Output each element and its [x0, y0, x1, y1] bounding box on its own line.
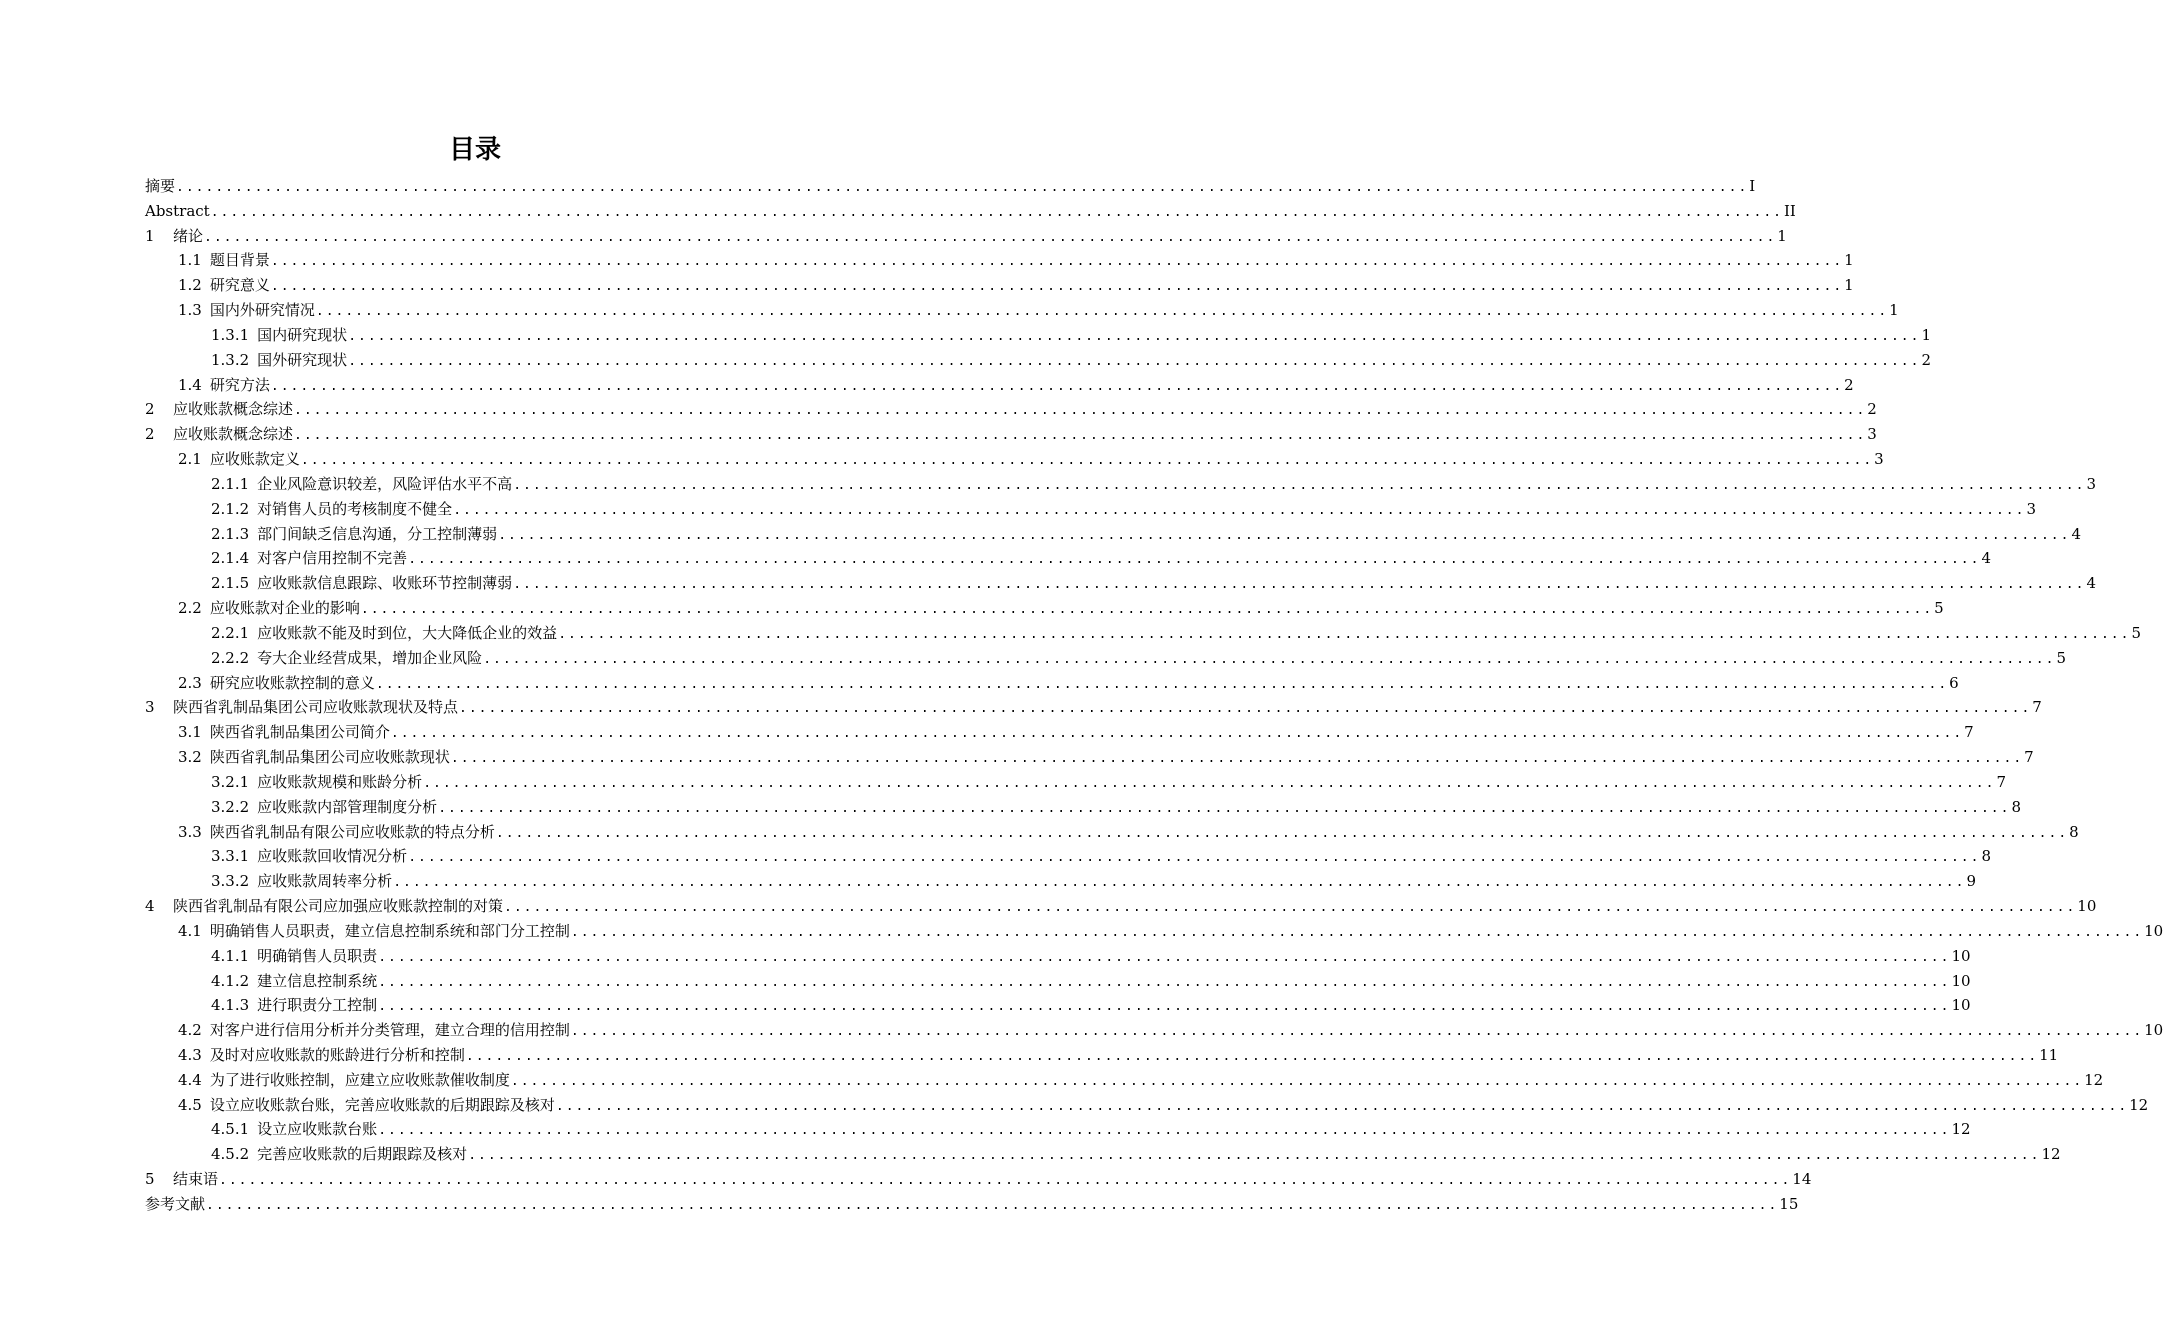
toc-entry-title: 陕西省乳制品集团公司简介 [209, 723, 390, 742]
toc-entry-number: 2.1.1 [211, 474, 250, 493]
toc-entry[interactable] [145, 671, 1959, 696]
toc-entry-title: 设立应收账款台账 [257, 1120, 378, 1139]
toc-entry-title: 应收账款内部管理制度分析 [257, 797, 438, 816]
toc-entry-title: 陕西省乳制品有限公司应加强应收账款控制的对策 [173, 897, 504, 916]
toc-entry-page-number: 7 [2024, 748, 2034, 767]
toc-entry-title: 陕西省乳制品集团公司应收账款现状 [209, 748, 450, 767]
toc-entry-title: 设立应收账款台账，完善应收账款的后期跟踪及核对 [209, 1095, 555, 1114]
toc-entry[interactable] [145, 646, 2066, 671]
toc-entry[interactable] [145, 571, 2096, 596]
toc-entry-number: 4.3 [178, 1045, 202, 1064]
toc-entry[interactable] [145, 695, 2042, 720]
toc-entry-title: 摘要 [145, 177, 176, 195]
toc-entry-title: 对客户进行信用分析并分类管理，建立合理的信用控制 [209, 1021, 570, 1040]
toc-entry-title: 陕西省乳制品有限公司应收账款的特点分析 [209, 822, 495, 841]
toc-entry-number: 3.3 [178, 822, 202, 841]
toc-entry-title: 夸大企业经营成果，增加企业风险 [257, 648, 483, 667]
toc-dot-leader: ................................................................................................................................................................ [570, 1024, 2144, 1040]
toc-entry-page-number: 2 [1867, 400, 1877, 419]
toc-dot-leader: ................................................................................................................................................................ [465, 1048, 2039, 1064]
toc-entry-number: 2.2 [178, 599, 202, 618]
toc-entry[interactable] [145, 248, 1854, 273]
toc-dot-leader: ................................................................................................................................................................ [270, 279, 1844, 295]
toc-dot-leader: ................................................................................................................................................................ [510, 1073, 2084, 1089]
toc-dot-leader: ................................................................................................................................................................ [294, 403, 1867, 419]
toc-dot-leader: ................................................................................................................................................................ [390, 726, 1964, 742]
toc-entry-number: 2.3 [178, 673, 202, 692]
toc-entry-number: 1.3 [178, 301, 202, 320]
toc-entry-page-number: 3 [2086, 474, 2096, 493]
toc-entry-page-number: 3 [1874, 450, 1884, 469]
toc-entry-number: 4.2 [178, 1021, 202, 1040]
toc-entry-number: 4.5 [178, 1095, 202, 1114]
toc-entry-title: 进行职责分工控制 [257, 996, 378, 1015]
toc-entry[interactable] [145, 1093, 2149, 1118]
toc-entry-page-number: 5 [2056, 648, 2066, 667]
toc-entry-title: 应收账款概念综述 [173, 425, 294, 444]
toc-entry[interactable] [145, 447, 1884, 472]
toc-entry-page-number: 12 [1951, 1120, 1971, 1139]
toc-entry-title: 结束语 [173, 1170, 219, 1189]
toc-entry[interactable] [145, 969, 1971, 994]
toc-entry-title: 国内研究现状 [257, 325, 348, 344]
toc-entry-number: 2.2.1 [211, 623, 250, 642]
toc-entry-page-number: 3 [2026, 499, 2036, 518]
toc-entry[interactable] [145, 522, 2081, 547]
toc-dot-leader: ................................................................................................................................................................ [408, 552, 1981, 568]
toc-entry-page-number: 14 [1792, 1170, 1812, 1189]
toc-entry[interactable] [145, 348, 1931, 373]
toc-entry-title: 完善应收账款的后期跟踪及核对 [257, 1145, 468, 1164]
toc-entry-page-number: 3 [1867, 425, 1877, 444]
toc-entry-title: 国外研究现状 [257, 350, 348, 369]
toc-entry[interactable] [145, 224, 1787, 249]
toc-entry[interactable] [145, 199, 1796, 224]
toc-entry-page-number: II [1783, 201, 1796, 220]
toc-dot-leader: ................................................................................................................................................................ [408, 850, 1981, 866]
toc-entry-title: 研究方法 [209, 375, 270, 394]
toc-entry-title: 题目背景 [209, 251, 270, 270]
toc-entry-title: 为了进行收账控制，应建立应收账款催收制度 [209, 1070, 510, 1089]
toc-dot-leader: ................................................................................................................................................................ [360, 602, 1934, 618]
toc-entry[interactable] [145, 820, 2079, 845]
toc-entry[interactable] [145, 1068, 2104, 1093]
toc-dot-leader: ................................................................................................................................................................ [423, 775, 1996, 791]
toc-entry[interactable] [145, 1167, 1812, 1192]
toc-dot-leader: ................................................................................................................................................................ [378, 1123, 1951, 1139]
toc-entry-number: 1.3.2 [211, 350, 250, 369]
toc-entry-number: 2.1.4 [211, 549, 250, 568]
toc-entry-title: 国内外研究情况 [209, 301, 315, 320]
toc-entry-number: 3.2.1 [211, 772, 250, 791]
toc-dot-leader: ................................................................................................................................................................ [378, 999, 1951, 1015]
toc-dot-leader: ................................................................................................................................................................ [348, 353, 1921, 369]
toc-entry-page-number: 6 [1949, 673, 1959, 692]
toc-dot-leader: ................................................................................................................................................................ [558, 626, 2131, 642]
toc-entry-page-number: 7 [1996, 772, 2006, 791]
toc-entry-page-number: 8 [1981, 847, 1991, 866]
toc-entry-title: 及时对应收账款的账龄进行分析和控制 [209, 1045, 465, 1064]
toc-entry-page-number: 4 [1981, 549, 1991, 568]
toc-entry-title: 明确销售人员职责，建立信息控制系统和部门分工控制 [209, 921, 570, 940]
toc-entry-number: 4.1.2 [211, 971, 250, 990]
toc-entry-page-number: I [1749, 177, 1756, 195]
toc-entry-number: 2.1.2 [211, 499, 250, 518]
toc-entry[interactable] [145, 844, 1991, 869]
toc-entry-page-number: 12 [2041, 1145, 2061, 1164]
toc-entry-number: 2.1.3 [211, 524, 250, 543]
toc-entry-title: 应收账款信息跟踪、收账环节控制薄弱 [257, 574, 513, 593]
toc-dot-leader: ................................................................................................................................................................ [513, 577, 2086, 593]
toc-entry[interactable] [145, 869, 1976, 894]
toc-entry-page-number: 9 [1966, 872, 1976, 891]
toc-entry-page-number: 10 [1951, 971, 1971, 990]
toc-entry-title: 明确销售人员职责 [257, 946, 378, 965]
toc-dot-leader: ................................................................................................................................................................ [204, 229, 1777, 245]
toc-entry-number: 4.1.3 [211, 996, 250, 1015]
toc-entry-title: 应收账款回收情况分析 [257, 847, 408, 866]
toc-entry-number: 2 [145, 400, 155, 419]
toc-entry-title: 对客户信用控制不完善 [257, 549, 408, 568]
toc-entry[interactable] [145, 919, 2163, 944]
toc-dot-leader: ................................................................................................................................................................ [270, 254, 1844, 270]
toc-entry[interactable] [145, 174, 1756, 199]
toc-entry-number: 2.1 [178, 450, 202, 469]
toc-entry-number: 1.2 [178, 276, 202, 295]
toc-entry-page-number: 5 [1934, 599, 1944, 618]
toc-dot-leader: ................................................................................................................................................................ [270, 378, 1844, 394]
toc-dot-leader: ................................................................................................................................................................ [513, 477, 2086, 493]
toc-entry[interactable] [145, 1192, 1799, 1217]
toc-entry-title: 参考文献 [145, 1194, 206, 1213]
toc-entry[interactable] [145, 1117, 1971, 1142]
toc-entry-title: 绪论 [173, 226, 204, 245]
toc-entry-page-number: 12 [2129, 1095, 2149, 1114]
toc-entry-number: 1 [145, 226, 155, 245]
toc-entry-page-number: 10 [1951, 996, 1971, 1015]
toc-entry-number: 3.2 [178, 748, 202, 767]
toc-entry-title: 对销售人员的考核制度不健全 [257, 499, 453, 518]
toc-dot-leader: ................................................................................................................................................................ [438, 800, 2011, 816]
toc-dot-leader: ................................................................................................................................................................ [453, 502, 2026, 518]
toc-entry-page-number: 2 [1844, 375, 1854, 394]
toc-entry-page-number: 2 [1921, 350, 1931, 369]
toc-entry-page-number: 10 [2144, 1021, 2163, 1040]
toc-dot-leader: ................................................................................................................................................................ [176, 180, 1749, 195]
toc-dot-leader: ................................................................................................................................................................ [393, 875, 1966, 891]
toc-dot-leader: ................................................................................................................................................................ [570, 924, 2144, 940]
toc-entry[interactable] [145, 472, 2096, 497]
toc-entry-page-number: 1 [1889, 301, 1899, 320]
toc-entry-number: 3.2.2 [211, 797, 250, 816]
toc-dot-leader: ................................................................................................................................................................ [498, 527, 2071, 543]
toc-entry-number: 1.1 [178, 251, 202, 270]
toc-dot-leader: ................................................................................................................................................................ [495, 825, 2069, 841]
toc-entry-title: 应收账款不能及时到位，大大降低企业的效益 [257, 623, 558, 642]
toc-dot-leader: ................................................................................................................................................................ [459, 701, 2032, 717]
toc-entry[interactable] [145, 944, 1971, 969]
toc-entry-number: 4.4 [178, 1070, 202, 1089]
toc-entry[interactable] [145, 546, 1991, 571]
toc-entry-number: 1.3.1 [211, 325, 250, 344]
toc-entry-number: 3.1 [178, 723, 202, 742]
toc-entry-title: 应收账款定义 [209, 450, 300, 469]
toc-entry[interactable] [145, 621, 2141, 646]
toc-entry[interactable] [145, 993, 1971, 1018]
toc-entry-page-number: 12 [2084, 1070, 2104, 1089]
toc-entry[interactable] [145, 1043, 2059, 1068]
toc-dot-leader: ................................................................................................................................................................ [210, 204, 1783, 220]
toc-entry[interactable] [145, 298, 1899, 323]
toc-entry-title: 建立信息控制系统 [257, 971, 378, 990]
toc-entry[interactable] [145, 497, 2036, 522]
toc-entry-page-number: 15 [1779, 1194, 1799, 1213]
toc-entry-title: Abstract [145, 201, 210, 220]
toc-entry-number: 1.4 [178, 375, 202, 394]
toc-dot-leader: ................................................................................................................................................................ [294, 428, 1867, 444]
toc-entry-page-number: 10 [2144, 921, 2163, 940]
toc-entry-title: 研究意义 [209, 276, 270, 295]
toc-entry-title: 应收账款规模和账龄分析 [257, 772, 423, 791]
toc-entry-page-number: 5 [2131, 623, 2141, 642]
toc-entry-page-number: 4 [2086, 574, 2096, 593]
toc-dot-leader: ................................................................................................................................................................ [300, 453, 1874, 469]
toc-entry-page-number: 11 [2039, 1045, 2059, 1064]
toc-entry-page-number: 10 [1951, 946, 1971, 965]
toc-entry-page-number: 7 [2032, 698, 2042, 717]
toc-entry-number: 4.5.1 [211, 1120, 250, 1139]
toc-entry-page-number: 1 [1844, 276, 1854, 295]
toc-entry-title: 应收账款周转率分析 [257, 872, 393, 891]
toc-dot-leader: ................................................................................................................................................................ [206, 1197, 1779, 1213]
table-of-contents [145, 174, 2163, 1217]
toc-entry-page-number: 4 [2071, 524, 2081, 543]
toc-dot-leader: ................................................................................................................................................................ [375, 676, 1949, 692]
toc-entry-number: 4.5.2 [211, 1145, 250, 1164]
toc-entry-page-number: 10 [2077, 897, 2097, 916]
toc-entry-title: 陕西省乳制品集团公司应收账款现状及特点 [173, 698, 459, 717]
toc-entry-page-number: 7 [1964, 723, 1974, 742]
toc-entry[interactable] [145, 397, 1877, 422]
toc-entry[interactable] [145, 323, 1931, 348]
toc-entry[interactable] [145, 422, 1877, 447]
toc-entry[interactable] [145, 1142, 2061, 1167]
toc-entry-page-number: 8 [2011, 797, 2021, 816]
toc-entry[interactable] [145, 770, 2006, 795]
toc-entry-page-number: 1 [1844, 251, 1854, 270]
toc-entry[interactable] [145, 1018, 2163, 1043]
toc-entry-page-number: 1 [1921, 325, 1931, 344]
toc-entry-number: 2 [145, 425, 155, 444]
toc-dot-leader: ................................................................................................................................................................ [555, 1098, 2129, 1114]
toc-entry[interactable] [145, 720, 1974, 745]
toc-entry-title: 研究应收账款控制的意义 [209, 673, 375, 692]
toc-dot-leader: ................................................................................................................................................................ [483, 651, 2056, 667]
toc-dot-leader: ................................................................................................................................................................ [348, 328, 1921, 344]
toc-entry[interactable] [145, 795, 2021, 820]
toc-entry-page-number: 1 [1777, 226, 1787, 245]
toc-entry-title: 企业风险意识较差，风险评估水平不高 [257, 474, 513, 493]
toc-dot-leader: ................................................................................................................................................................ [504, 900, 2077, 916]
toc-entry[interactable] [145, 596, 1944, 621]
toc-dot-leader: ................................................................................................................................................................ [450, 751, 2024, 767]
toc-dot-leader: ................................................................................................................................................................ [468, 1148, 2041, 1164]
toc-entry-number: 2.2.2 [211, 648, 250, 667]
toc-entry-number: 2.1.5 [211, 574, 250, 593]
toc-entry-number: 4 [145, 897, 155, 916]
toc-entry[interactable] [145, 273, 1854, 298]
toc-entry-number: 4.1.1 [211, 946, 250, 965]
toc-entry-number: 3.3.1 [211, 847, 250, 866]
toc-entry[interactable] [145, 373, 1854, 398]
toc-entry-number: 5 [145, 1170, 155, 1189]
toc-entry-title: 应收账款概念综述 [173, 400, 294, 419]
toc-entry-title: 部门间缺乏信息沟通，分工控制薄弱 [257, 524, 498, 543]
toc-entry[interactable] [145, 745, 2034, 770]
toc-entry[interactable] [145, 894, 2097, 919]
toc-dot-leader: ................................................................................................................................................................ [378, 949, 1951, 965]
toc-dot-leader: ................................................................................................................................................................ [219, 1173, 1792, 1189]
toc-entry-page-number: 8 [2069, 822, 2079, 841]
toc-dot-leader: ................................................................................................................................................................ [378, 974, 1951, 990]
toc-dot-leader: ................................................................................................................................................................ [315, 304, 1889, 320]
toc-entry-number: 4.1 [178, 921, 202, 940]
toc-entry-number: 3 [145, 698, 155, 717]
toc-entry-number: 3.3.2 [211, 872, 250, 891]
page-title: 目录 [448, 135, 501, 165]
toc-entry-title: 应收账款对企业的影响 [209, 599, 360, 618]
